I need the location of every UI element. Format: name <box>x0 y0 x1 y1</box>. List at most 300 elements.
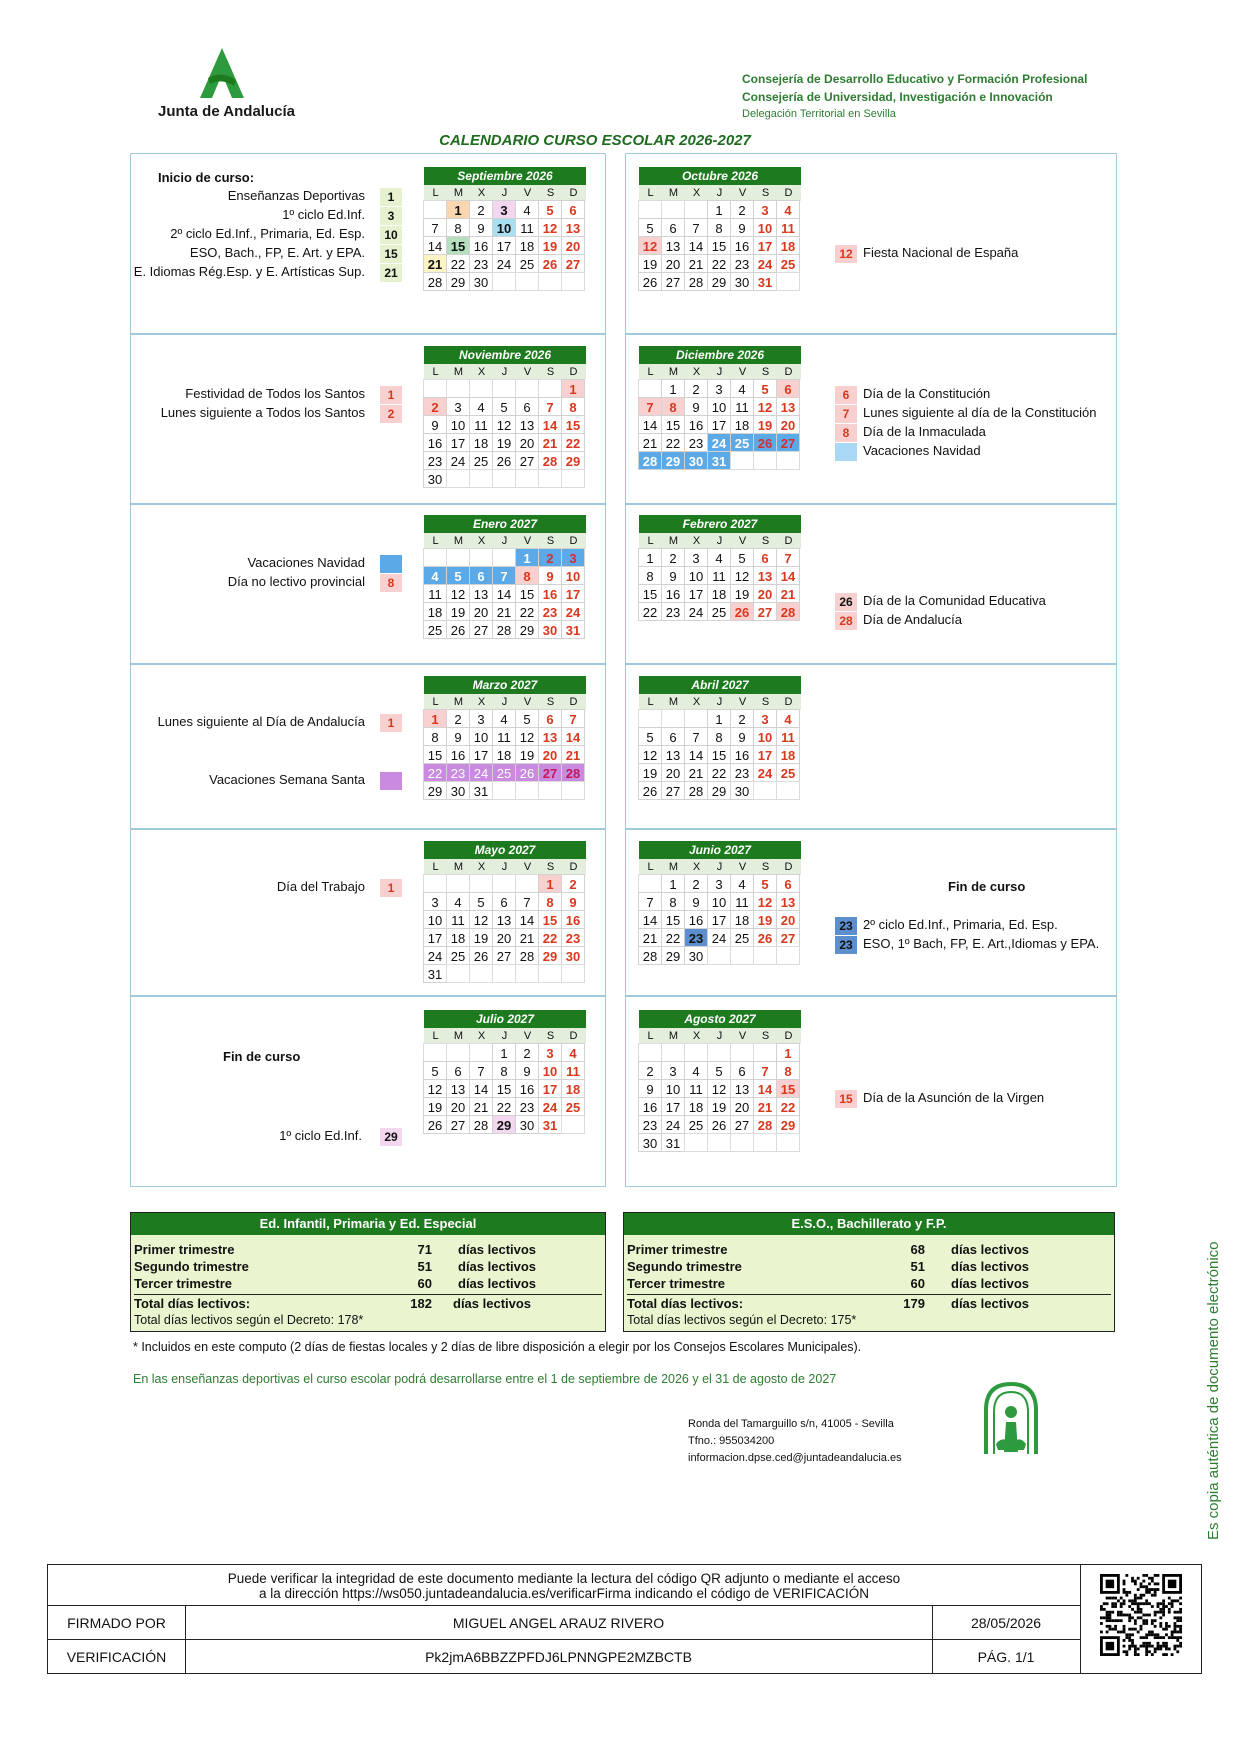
day-cell: 15 <box>638 584 662 603</box>
day-cell: 16 <box>730 236 754 255</box>
weekday-row <box>424 1028 586 1044</box>
day-cell: 22 <box>638 602 662 621</box>
day-cell: 5 <box>638 218 662 237</box>
weekday-label: V <box>523 696 532 708</box>
day-cell: 5 <box>423 1061 447 1080</box>
day-cell: 16 <box>538 584 562 603</box>
day-cell: 7 <box>638 397 662 416</box>
weekday-label: S <box>761 861 770 873</box>
day-cell: 1 <box>776 1043 800 1062</box>
day-cell: 2 <box>684 379 708 398</box>
day-empty <box>776 1133 800 1152</box>
day-empty <box>638 874 662 893</box>
day-cell: 18 <box>684 1097 708 1116</box>
day-cell: 10 <box>707 892 731 911</box>
andalucia-seal-icon <box>980 1378 1042 1458</box>
fin-eso-label: ESO, 1º Bach, FP, E. Art.,Idiomas y EPA. <box>863 936 1100 951</box>
day-cell: 25 <box>423 620 447 639</box>
summary-total: Total días lectivos: 179 días lectivos <box>627 1294 1111 1312</box>
day-cell: 2 <box>684 874 708 893</box>
day-cell: 16 <box>684 910 708 929</box>
day-empty <box>515 379 539 398</box>
weekday-label: S <box>761 366 770 378</box>
fin-curso-title-right: Fin de curso <box>948 879 1026 894</box>
day-cell: 20 <box>730 1097 754 1116</box>
day-cell: 22 <box>707 254 731 273</box>
day-cell: 27 <box>515 451 539 470</box>
day-cell: 29 <box>707 272 731 291</box>
day-cell: 13 <box>446 1079 470 1098</box>
weekday-label: V <box>738 696 747 708</box>
day-cell: 1 <box>661 874 685 893</box>
day-empty <box>684 709 708 728</box>
day-cell: 19 <box>638 254 662 273</box>
day-cell: 23 <box>469 254 493 273</box>
lunes-todos-santos-value: 2 <box>380 405 402 423</box>
day-cell: 10 <box>446 415 470 434</box>
weekday-label: D <box>784 861 793 873</box>
day-cell: 23 <box>638 1115 662 1134</box>
day-cell: 28 <box>638 451 662 470</box>
day-cell: 28 <box>538 451 562 470</box>
weekday-label: L <box>647 696 654 708</box>
day-empty <box>661 709 685 728</box>
day-cell: 14 <box>638 415 662 434</box>
day-cell: 22 <box>515 602 539 621</box>
fin-2-ciclo-value: 23 <box>835 917 857 935</box>
fiesta-nacional-value: 12 <box>835 245 857 263</box>
day-cell: 8 <box>515 566 539 585</box>
day-cell: 21 <box>469 1097 493 1116</box>
day-cell: 10 <box>684 566 708 585</box>
day-cell: 4 <box>776 709 800 728</box>
day-cell: 13 <box>776 892 800 911</box>
day-cell: 19 <box>753 415 777 434</box>
weekday-label: D <box>569 366 578 378</box>
vacaciones-navidad-label: Vacaciones Navidad <box>247 555 365 570</box>
day-cell: 4 <box>730 874 754 893</box>
day-empty <box>492 379 516 398</box>
weekday-label: J <box>501 861 508 873</box>
weekday-label: M <box>668 1030 679 1042</box>
day-empty <box>423 548 447 567</box>
summary-decreto-note: Total días lectivos según el Decreto: 175* <box>627 1313 857 1327</box>
day-cell: 27 <box>446 1115 470 1134</box>
day-cell: 25 <box>561 1097 585 1116</box>
day-cell: 21 <box>492 602 516 621</box>
day-cell: 21 <box>684 763 708 782</box>
day-cell: 27 <box>776 928 800 947</box>
day-cell: 21 <box>638 928 662 947</box>
day-cell: 1 <box>538 874 562 893</box>
day-cell: 16 <box>661 584 685 603</box>
day-cell: 18 <box>776 236 800 255</box>
day-cell: 1 <box>707 200 731 219</box>
day-empty <box>730 451 754 470</box>
day-cell: 13 <box>661 236 685 255</box>
todos-santos-label: Festividad de Todos los Santos <box>185 386 365 401</box>
day-cell: 26 <box>515 763 539 782</box>
weekday-row <box>424 185 586 201</box>
day-cell: 28 <box>753 1115 777 1134</box>
day-cell: 5 <box>515 709 539 728</box>
summary-table-eso <box>623 1212 1115 1332</box>
weekday-label: X <box>692 1030 701 1042</box>
day-cell: 21 <box>423 254 447 273</box>
weekday-label: X <box>692 696 701 708</box>
day-cell: 24 <box>707 433 731 452</box>
day-cell: 24 <box>423 946 447 965</box>
day-cell: 6 <box>515 397 539 416</box>
day-cell: 20 <box>561 236 585 255</box>
day-cell: 8 <box>707 727 731 746</box>
day-empty <box>469 548 493 567</box>
summary-row: Tercer trimestre 60 días lectivos <box>134 1276 537 1291</box>
qr-code-icon[interactable] <box>1100 1574 1182 1656</box>
address-phone: Tfno.: 955034200 <box>688 1435 775 1447</box>
day-cell: 26 <box>753 928 777 947</box>
day-empty <box>561 781 585 800</box>
weekday-label: J <box>501 187 508 199</box>
day-cell: 19 <box>423 1097 447 1116</box>
day-empty <box>753 1133 777 1152</box>
day-cell: 21 <box>776 584 800 603</box>
day-cell: 30 <box>469 272 493 291</box>
day-cell: 1 <box>446 200 470 219</box>
weekday-label: S <box>546 861 555 873</box>
weekday-label: V <box>523 366 532 378</box>
page-number: PÁG. 1/1 <box>932 1639 1080 1673</box>
day-cell: 25 <box>492 763 516 782</box>
day-cell: 20 <box>776 910 800 929</box>
calendar-september-2026 <box>424 167 586 291</box>
day-cell: 29 <box>661 946 685 965</box>
day-cell: 8 <box>661 892 685 911</box>
day-cell: 11 <box>515 218 539 237</box>
side-authenticity-text: Es copia auténtica de documento electrónico <box>1205 1241 1222 1540</box>
weekday-row <box>639 185 801 201</box>
day-cell: 12 <box>638 745 662 764</box>
day-cell: 20 <box>661 254 685 273</box>
day-cell: 17 <box>753 745 777 764</box>
day-cell: 7 <box>684 218 708 237</box>
day-cell: 8 <box>423 727 447 746</box>
verification-line-2: a la dirección https://ws050.juntadeandalucia.es/verificarFirma indicando el código de VERIFICACIÓN <box>258 1586 870 1601</box>
calendar-june-2027 <box>639 841 801 965</box>
day-empty <box>515 469 539 488</box>
day-cell: 21 <box>684 254 708 273</box>
day-cell: 8 <box>446 218 470 237</box>
day-cell: 18 <box>561 1079 585 1098</box>
day-cell: 9 <box>730 727 754 746</box>
weekday-label: J <box>501 1030 508 1042</box>
inicio-value-3: 10 <box>380 226 402 244</box>
day-cell: 25 <box>707 602 731 621</box>
weekday-label: D <box>784 696 793 708</box>
weekday-label: D <box>569 696 578 708</box>
summary-row: Segundo trimestre 51 días lectivos <box>627 1259 1030 1274</box>
day-empty <box>730 946 754 965</box>
day-cell: 20 <box>492 928 516 947</box>
calendar-march-2027 <box>424 676 586 800</box>
day-empty <box>707 946 731 965</box>
day-empty <box>684 1043 708 1062</box>
weekday-label: D <box>569 187 578 199</box>
no-lectivo-provincial-label: Día no lectivo provincial <box>227 574 365 589</box>
day-cell: 27 <box>661 781 685 800</box>
day-cell: 31 <box>707 451 731 470</box>
day-cell: 17 <box>684 584 708 603</box>
day-cell: 8 <box>561 397 585 416</box>
day-cell: 4 <box>776 200 800 219</box>
weekday-label: J <box>716 366 723 378</box>
month-header: Diciembre 2026 <box>639 346 801 364</box>
calendar-april-2027 <box>639 676 801 800</box>
day-cell: 27 <box>538 763 562 782</box>
day-cell: 6 <box>730 1061 754 1080</box>
weekday-label: X <box>477 535 486 547</box>
day-cell: 28 <box>469 1115 493 1134</box>
day-cell: 5 <box>753 874 777 893</box>
day-cell: 30 <box>684 451 708 470</box>
day-cell: 2 <box>446 709 470 728</box>
weekday-label: V <box>738 366 747 378</box>
signature-date: 28/05/2026 <box>932 1605 1080 1639</box>
day-cell: 4 <box>469 397 493 416</box>
weekday-label: X <box>477 1030 486 1042</box>
verification-line-1: Puede verificar la integridad de este documento mediante la lectura del código QR adjunto o mediante el acceso <box>227 1571 901 1586</box>
weekday-label: L <box>432 1030 439 1042</box>
day-cell: 22 <box>776 1097 800 1116</box>
day-cell: 31 <box>661 1133 685 1152</box>
day-cell: 26 <box>492 451 516 470</box>
summary-title: Ed. Infantil, Primaria y Ed. Especial <box>131 1213 605 1235</box>
day-cell: 7 <box>638 892 662 911</box>
day-cell: 12 <box>538 218 562 237</box>
day-cell: 14 <box>561 727 585 746</box>
day-empty <box>561 272 585 291</box>
day-cell: 20 <box>515 433 539 452</box>
day-cell: 3 <box>446 397 470 416</box>
vacaciones-navidad-swatch <box>380 555 402 573</box>
weekday-label: S <box>761 696 770 708</box>
month-header: Enero 2027 <box>424 515 586 533</box>
inicio-label-2: 1º ciclo Ed.Inf. <box>282 207 365 222</box>
weekday-label: L <box>647 187 654 199</box>
day-cell: 4 <box>446 892 470 911</box>
day-empty <box>561 1115 585 1134</box>
day-empty <box>538 379 562 398</box>
day-cell: 28 <box>684 272 708 291</box>
day-cell: 22 <box>661 433 685 452</box>
day-cell: 21 <box>561 745 585 764</box>
day-cell: 10 <box>561 566 585 585</box>
day-cell: 12 <box>638 236 662 255</box>
weekday-label: L <box>432 696 439 708</box>
day-cell: 5 <box>753 379 777 398</box>
day-cell: 29 <box>538 946 562 965</box>
lunes-constitucion-label: Lunes siguiente al día de la Constitución <box>863 405 1097 420</box>
summary-row: Tercer trimestre 60 días lectivos <box>627 1276 1030 1291</box>
day-cell: 13 <box>730 1079 754 1098</box>
verification-instructions <box>48 1565 1080 1605</box>
day-cell: 7 <box>776 548 800 567</box>
day-cell: 15 <box>661 415 685 434</box>
day-cell: 13 <box>492 910 516 929</box>
day-cell: 15 <box>538 910 562 929</box>
inicio-label-5: E. Idiomas Rég.Esp. y E. Artísticas Sup. <box>133 264 365 279</box>
day-cell: 17 <box>492 236 516 255</box>
summary-decreto-note: Total días lectivos según el Decreto: 178* <box>134 1313 364 1327</box>
day-cell: 3 <box>492 200 516 219</box>
day-empty <box>446 874 470 893</box>
day-cell: 23 <box>561 928 585 947</box>
day-cell: 16 <box>638 1097 662 1116</box>
day-cell: 3 <box>707 379 731 398</box>
inicio-label-1: Enseñanzas Deportivas <box>227 188 365 203</box>
day-empty <box>684 200 708 219</box>
day-empty <box>684 1133 708 1152</box>
day-cell: 24 <box>707 928 731 947</box>
weekday-label: V <box>738 861 747 873</box>
inmaculada-value: 8 <box>835 424 857 442</box>
address-street: Ronda del Tamarguillo s/n, 41005 - Sevilla <box>688 1418 894 1430</box>
day-cell: 30 <box>515 1115 539 1134</box>
weekday-label: M <box>453 861 464 873</box>
weekday-label: V <box>738 535 747 547</box>
day-cell: 23 <box>684 928 708 947</box>
weekday-label: X <box>477 366 486 378</box>
day-cell: 8 <box>538 892 562 911</box>
month-header: Octubre 2026 <box>639 167 801 185</box>
day-cell: 18 <box>730 910 754 929</box>
day-cell: 20 <box>469 602 493 621</box>
calendar-july-2027 <box>424 1010 586 1134</box>
day-cell: 14 <box>538 415 562 434</box>
lunes-todos-santos-label: Lunes siguiente a Todos los Santos <box>160 405 365 420</box>
day-cell: 24 <box>684 602 708 621</box>
day-cell: 17 <box>753 236 777 255</box>
weekday-row <box>424 859 586 875</box>
day-cell: 22 <box>661 928 685 947</box>
day-cell: 1 <box>707 709 731 728</box>
weekday-label: D <box>569 1030 578 1042</box>
todos-santos-value: 1 <box>380 386 402 404</box>
day-empty <box>638 379 662 398</box>
day-cell: 23 <box>538 602 562 621</box>
day-cell: 28 <box>561 763 585 782</box>
day-cell: 14 <box>684 745 708 764</box>
day-cell: 20 <box>753 584 777 603</box>
semana-santa-label: Vacaciones Semana Santa <box>209 772 365 787</box>
day-empty <box>538 272 562 291</box>
day-cell: 16 <box>730 745 754 764</box>
day-cell: 9 <box>469 218 493 237</box>
day-cell: 15 <box>423 745 447 764</box>
day-cell: 24 <box>469 763 493 782</box>
weekday-label: V <box>738 1030 747 1042</box>
day-cell: 9 <box>684 397 708 416</box>
day-cell: 9 <box>446 727 470 746</box>
day-cell: 8 <box>776 1061 800 1080</box>
day-cell: 22 <box>446 254 470 273</box>
day-cell: 17 <box>561 584 585 603</box>
calendar-august-2027 <box>639 1010 801 1152</box>
day-cell: 12 <box>753 397 777 416</box>
comunidad-educativa-value: 26 <box>835 593 857 611</box>
day-cell: 1 <box>661 379 685 398</box>
day-cell: 19 <box>469 928 493 947</box>
day-cell: 2 <box>730 200 754 219</box>
weekday-label: L <box>647 535 654 547</box>
day-cell: 13 <box>753 566 777 585</box>
day-cell: 23 <box>661 602 685 621</box>
weekday-label: J <box>716 696 723 708</box>
day-empty <box>707 1043 731 1062</box>
day-empty <box>423 874 447 893</box>
day-cell: 29 <box>515 620 539 639</box>
asuncion-value: 15 <box>835 1090 857 1108</box>
day-cell: 8 <box>707 218 731 237</box>
day-cell: 15 <box>661 910 685 929</box>
weekday-label: V <box>523 1030 532 1042</box>
day-empty <box>492 469 516 488</box>
dia-trabajo-value: 1 <box>380 879 402 897</box>
day-cell: 1 <box>423 709 447 728</box>
day-cell: 20 <box>661 763 685 782</box>
day-cell: 9 <box>561 892 585 911</box>
day-cell: 21 <box>638 433 662 452</box>
day-cell: 6 <box>753 548 777 567</box>
day-cell: 29 <box>446 272 470 291</box>
day-cell: 28 <box>684 781 708 800</box>
day-cell: 15 <box>707 236 731 255</box>
day-cell: 28 <box>423 272 447 291</box>
weekday-label: M <box>668 187 679 199</box>
day-cell: 14 <box>515 910 539 929</box>
dia-trabajo-label: Día del Trabajo <box>276 879 365 894</box>
day-cell: 29 <box>561 451 585 470</box>
day-cell: 5 <box>446 566 470 585</box>
day-cell: 30 <box>730 272 754 291</box>
day-cell: 16 <box>561 910 585 929</box>
weekday-label: M <box>453 366 464 378</box>
day-cell: 19 <box>538 236 562 255</box>
day-empty <box>446 964 470 983</box>
day-empty <box>423 200 447 219</box>
day-cell: 10 <box>469 727 493 746</box>
day-empty <box>446 1043 470 1062</box>
day-cell: 30 <box>684 946 708 965</box>
semana-santa-swatch <box>380 772 402 790</box>
weekday-label: X <box>477 187 486 199</box>
vacaciones-navidad-label-right: Vacaciones Navidad <box>863 443 981 458</box>
weekday-label: M <box>668 366 679 378</box>
inicio-label-4: ESO, Bach., FP, E. Art. y EPA. <box>189 245 365 260</box>
weekday-label: L <box>432 535 439 547</box>
day-empty <box>776 946 800 965</box>
day-cell: 12 <box>469 910 493 929</box>
no-lectivo-provincial-value: 8 <box>380 574 402 592</box>
day-cell: 11 <box>561 1061 585 1080</box>
weekday-label: D <box>569 535 578 547</box>
weekday-label: J <box>501 696 508 708</box>
calendar-november-2026 <box>424 346 586 488</box>
day-cell: 7 <box>492 566 516 585</box>
day-cell: 5 <box>638 727 662 746</box>
weekday-label: L <box>647 861 654 873</box>
signer-name: MIGUEL ANGEL ARAUZ RIVERO <box>185 1605 932 1639</box>
